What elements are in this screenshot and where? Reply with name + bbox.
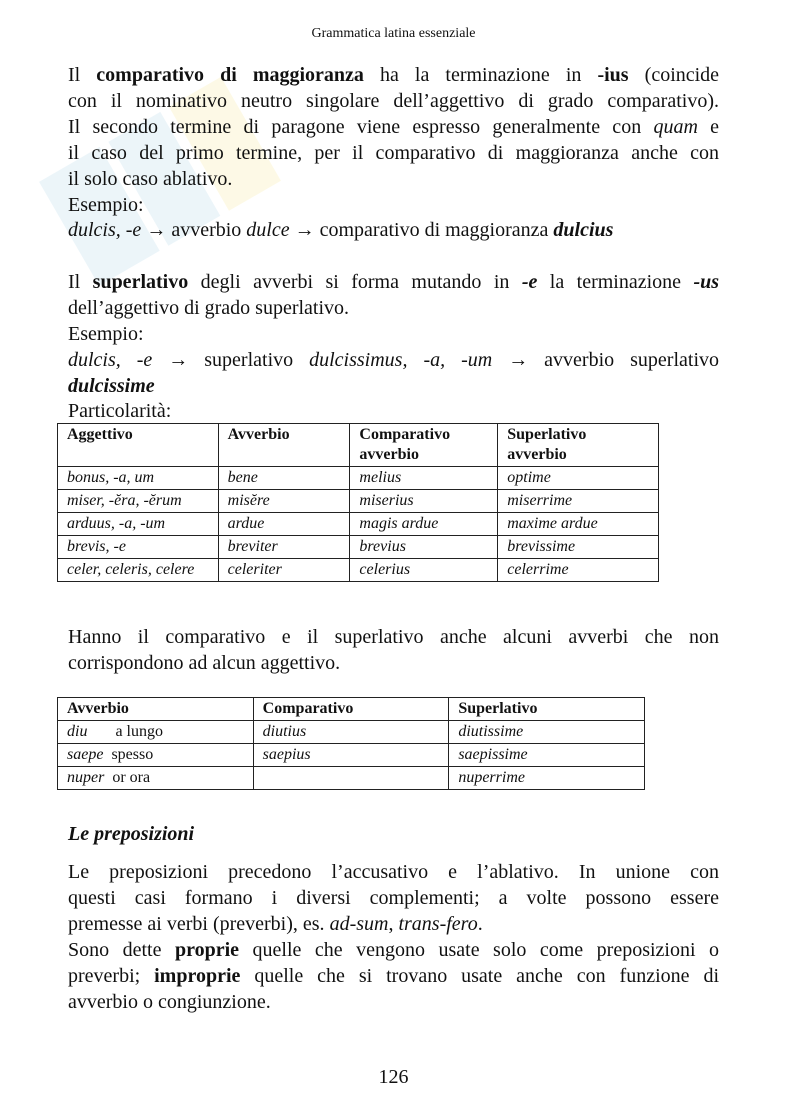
section-title: Le preposizioni (68, 823, 195, 845)
table-header-row (58, 424, 659, 467)
paragraph-avverbi-line2: corrispondono ad alcun aggettivo. (68, 652, 341, 674)
paragraph-avverbi-line1: Hanno il comparativo e il superlativo anche alcuni avverbi che non (68, 626, 719, 648)
page-number: 126 (378, 1066, 409, 1088)
table-header-cell: Avverbio (218, 424, 350, 467)
arrow-icon: → (146, 219, 167, 241)
table-header-cell: Aggettivo (58, 424, 219, 467)
paragraph-preposizioni-line3: premesse ai verbi (preverbi), es. ad-sum, trans-fero. (68, 913, 483, 935)
example-label-2: Esempio: (68, 323, 144, 345)
table-header-cell: Comparativo avverbio (350, 424, 498, 467)
table-row: bonus, -a, um bene melius optime (58, 467, 659, 490)
table-header-cell: Comparativo (253, 698, 449, 721)
example-comparativo: dulcis, -e → avverbio dulce → comparativo di maggioranza dulcius (68, 219, 614, 241)
paragraph-superlativo-line2: dell’aggettivo di grado superlativo. (68, 297, 350, 319)
table-row: diu a lungo diutius diutissime (58, 721, 645, 744)
paragraph-preposizioni-line2: questi casi formano i diversi complementi; a volte possono essere (68, 887, 719, 909)
paragraph-comparativo-line3: Il secondo termine di paragone viene espresso generalmente con quam e (68, 116, 720, 138)
particolarita-label: Particolarità: (68, 400, 172, 422)
table-row: celer, celeris, celere celeriter celerius celerrime (58, 559, 659, 582)
arrow-icon: → (294, 219, 315, 241)
arrow-icon: → (168, 349, 189, 371)
table-row: nuper or ora nuperrime (58, 767, 645, 790)
table-header-row (58, 698, 645, 721)
table-row: saepe spesso saepius saepissime (58, 744, 645, 767)
paragraph-proprie-line3: avverbio o congiunzione. (68, 991, 271, 1013)
table-header-cell: Avverbio (58, 698, 254, 721)
table-row: brevis, -e breviter brevius brevissime (58, 536, 659, 559)
paragraph-comparativo-line4: il caso del primo termine, per il comparativo di maggioranza anche con (68, 142, 719, 164)
table-row: arduus, -a, -um ardue magis ardue maxime ardue (58, 513, 659, 536)
arrow-icon: → (508, 349, 529, 371)
table-header-cell: Superlativo avverbio (498, 424, 659, 467)
adverb-only-table (57, 697, 645, 790)
example-label-1: Esempio: (68, 194, 144, 216)
paragraph-proprie-line1: Sono dette proprie quelle che vengono usate solo come preposizioni o (68, 939, 720, 961)
paragraph-comparativo-line5: il solo caso ablativo. (68, 168, 233, 190)
running-header: Grammatica latina essenziale (311, 26, 476, 41)
adverb-table (57, 423, 659, 582)
example-superlativo: dulcis, -e → superlativo dulcissimus, -a, -um → avverbio superlativo (68, 349, 719, 371)
paragraph-proprie-line2: preverbi; improprie quelle che si trovano usate anche con funzione di (68, 965, 720, 987)
paragraph-comparativo-line2: con il nominativo neutro singolare dell’aggettivo di grado comparativo). (68, 90, 719, 112)
paragraph-comparativo-line1: Il comparativo di maggioranza ha la terminazione in -ius (coincide (68, 64, 720, 86)
example-superlativo-result: dulcissime (68, 375, 155, 397)
paragraph-preposizioni-line1: Le preposizioni precedono l’accusativo e l’ablativo. In unione con (68, 861, 719, 883)
table-row: miser, -ĕra, -ĕrum misĕre miserius miserrime (58, 490, 659, 513)
paragraph-superlativo-line1: Il superlativo degli avverbi si forma mutando in -e la terminazione -us (68, 271, 720, 293)
table-header-cell: Superlativo (449, 698, 645, 721)
